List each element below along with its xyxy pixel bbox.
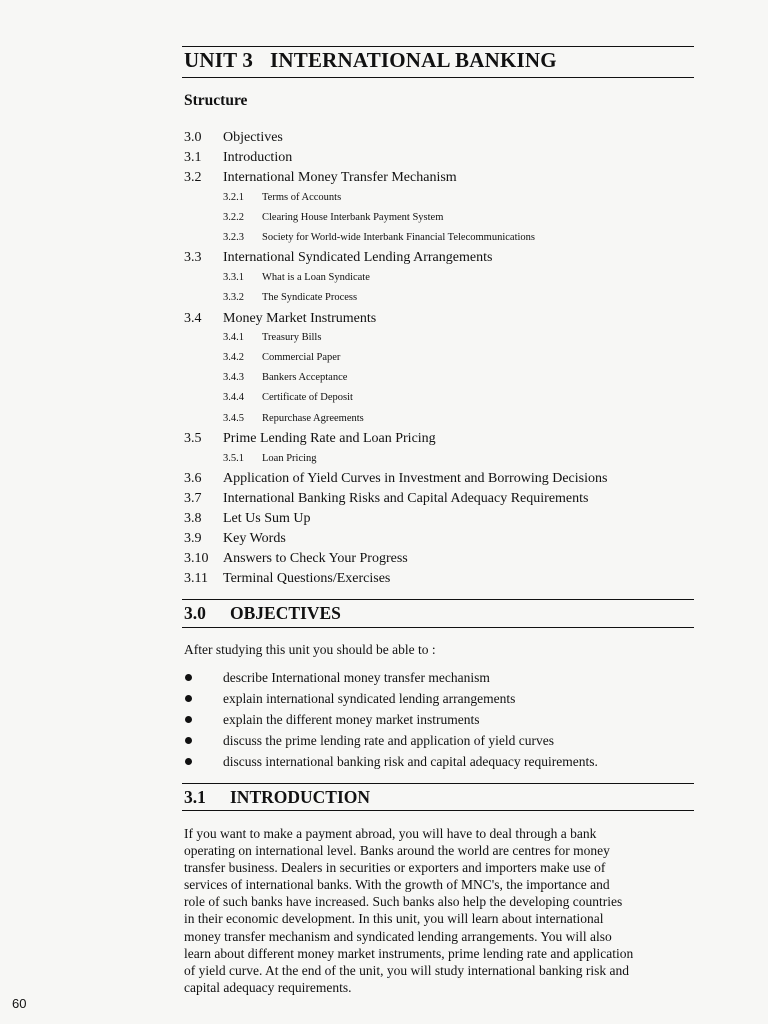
- paragraph-line: transfer business. Dealers in securities or exporters and importers make use of: [184, 860, 606, 876]
- introduction-top-rule: [182, 783, 694, 784]
- unit-title: [184, 48, 557, 73]
- paragraph-line: money transfer mechanism and syndicated lending arrangements. You will also: [184, 928, 612, 944]
- paragraph-line: services of international banks. With the growth of MNC's, the importance and: [184, 877, 610, 893]
- paragraph-line: operating on international level. Banks around the world are centres for money: [184, 843, 610, 859]
- objectives-bottom-rule: [182, 627, 694, 628]
- objectives-title: OBJECTIVES: [230, 603, 341, 623]
- introduction-heading: [184, 787, 370, 808]
- introduction-paragraph: [184, 825, 708, 996]
- document-page: UNIT 3 INTERNATIONAL BANKING Structure 3.0 Objectives 3.1 Introduction 3.2 International Money Transfer Mechanism 3.2.1 Terms of Accounts 3.2.2 Clearing House Interbank Payment System 3.2.3 Society for World-wide Interbank Financial Telecommunications 3.3 International Syndicated Lending Arrangements 3.3.1 What is a Loan Syndicate 3.3.2 The Syndicate Process 3.4 Money Market Instruments 3.4.1 Treasury Bills 3.4.2 Commercial Paper 3.4.3 Bankers Acceptance 3.4.4 Certificate of Deposit 3.4.5 Repurchase Agreements 3.5 Prime Lending Rate and Loan Pricing 3.5.1 Loan Pricing 3.6 Application of Yield Curves in Investment and Borrowing Decisions 3.7 International Banking Risks and Capital Adequacy Requirements 3.8 Let Us Sum Up 3.9 Key Words 3.10 Answers to Check Your Progress 3.11 Terminal Questions/Exercises 3.0 OBJECTIVES After studying this unit you should be able to : describe International money transfer mechanism explain international syndicated lending arrangements explain the different money market instruments discuss the prime lending rate and application of yield curves discuss international banking risk and capital adequacy requirements. 3.1 INTRODUCTION If you want to make a payment abroad, you will have to deal through a bank operating on international level. Banks around the world are centres for money transfer business. Dealers in securities or exporters and importers make use of services of international banks. With the growth of MNC's, the importance and role of such banks have increased. Such banks also help the developing countries in their economic development. In this unit, you will learn about international money transfer mechanism and syndicated lending arrangements. You will also learn about different money market instruments, prime lending rate and application of yield curve. At the end of the unit, you will study international banking risk and capital adequacy requirements. 60: [0, 0, 768, 1024]
- paragraph-line: role of such banks have increased. Such banks also help the developing countries: [184, 894, 623, 910]
- bullet-icon: [185, 695, 192, 702]
- bullet-icon: [185, 737, 192, 744]
- objectives-number: 3.0: [184, 603, 206, 623]
- objectives-heading: [184, 603, 341, 624]
- unit-title-text: INTERNATIONAL BANKING: [270, 48, 557, 72]
- paragraph-line: capital adequacy requirements.: [184, 979, 352, 995]
- page-number: 60: [12, 996, 27, 1011]
- unit-number: UNIT 3: [184, 48, 254, 72]
- title-top-rule: [182, 46, 694, 47]
- paragraph-line: of yield curve. At the end of the unit, you will study international banking risk and: [184, 962, 630, 978]
- structure-heading: Structure: [184, 92, 248, 109]
- introduction-bottom-rule: [182, 810, 694, 811]
- introduction-number: 3.1: [184, 787, 206, 807]
- objectives-top-rule: [182, 599, 694, 600]
- introduction-title: INTRODUCTION: [230, 787, 371, 807]
- paragraph-line: learn about different money market instruments, prime lending rate and application: [184, 945, 634, 961]
- bullet-icon: [185, 758, 192, 765]
- paragraph-line: If you want to make a payment abroad, you will have to deal through a bank: [184, 826, 597, 841]
- objectives-intro: After studying this unit you should be able to :: [184, 642, 436, 657]
- bullet-icon: [185, 716, 192, 723]
- bullet-icon: [185, 674, 192, 681]
- title-bottom-rule: [182, 77, 694, 78]
- paragraph-line: in their economic development. In this unit, you will learn about international: [184, 911, 604, 927]
